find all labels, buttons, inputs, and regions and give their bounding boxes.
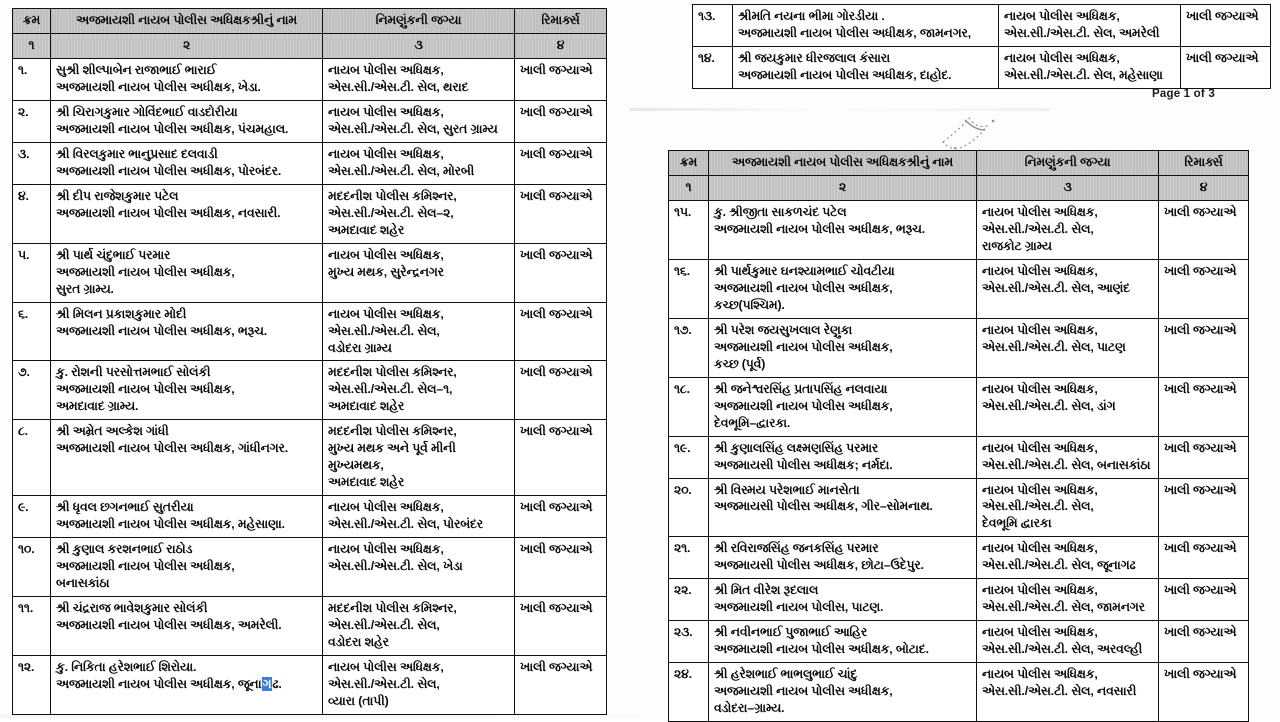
name_line-line: શ્રી હરેશભાઈ ભાભલુભાઈ ચાંદુ — [714, 667, 858, 682]
name_line-line: સુરત ગ્રામ્ય. — [56, 281, 114, 296]
name_line-line: શ્રી દીપ રાજેશકુમાર પટેલ — [56, 188, 179, 203]
page-footer: Page 1 of 3 — [1152, 88, 1215, 100]
cell-officer-name — [51, 302, 323, 361]
name_line-line: શ્રી જનેશ્વરસિંહ પ્રતાપસિંહ નલવાયા — [714, 381, 888, 396]
posting_line-line: મદદનીશ પોલીસ કમિશ્નર, — [328, 424, 457, 439]
name_line-line: શ્રી પાર્થકુમાર ઘનશ્યામભાઈ ચોવટીયા — [714, 263, 895, 278]
name_line-line: અજમાયશી નાયબ પોલીસ અધીક્ષક, પંચમહાલ. — [56, 121, 289, 136]
table-row — [669, 259, 1249, 318]
name_line-line: અજમાયસી પોલીસ અધીક્ષક, છોટા–ઉદેપુર. — [714, 558, 924, 573]
table-header-row — [669, 151, 1249, 176]
cell-posting-place — [977, 621, 1159, 663]
cell-posting-place — [323, 656, 515, 715]
posting_line-line: એસ.સી./એસ.ટી. સેલ, — [328, 676, 440, 691]
cell-remarks: ખાલી જગ્યાએ — [1159, 663, 1249, 722]
posting_line-line: વડોદરા ગ્રામ્ય — [328, 340, 392, 355]
cell-remarks: ખાલી જગ્યાએ — [515, 184, 607, 243]
cell-serial-number: ૪. — [13, 184, 51, 243]
posting_line-line: નાયબ પોલીસ અધિક્ષક, — [328, 500, 444, 515]
posting_line-line: એસ.સી./એસ.ટી. સેલ, ડાંગ — [982, 398, 1116, 413]
posting_line-line: નાયબ પોલીસ અધિક્ષક, — [328, 247, 444, 262]
cell-posting-place — [977, 579, 1159, 621]
name_line-line: અજમાયશી નાયબ પોલીસ અધીક્ષક, નવસારી. — [56, 205, 281, 220]
name_line-line: અજમાયશી નાયબ પોલીસ અધીક્ષક, — [714, 684, 893, 699]
name_line-line: શ્રી મિત વીરેશ રૂદલાલ — [714, 583, 819, 598]
column-number-sr: ૧ — [669, 175, 709, 200]
cell-officer-name — [51, 656, 323, 715]
table-column-number-row — [669, 175, 1249, 200]
cell-serial-number: ૯. — [13, 496, 51, 538]
cell-serial-number: ૧૦. — [13, 538, 51, 597]
name_line-line: અજમાયશી નાયબ પોલીસ અધીક્ષક, ભરૂચ. — [714, 221, 926, 236]
cell-serial-number: ૫. — [13, 243, 51, 302]
name_line-line: શ્રી વિસ્મય પરેશભાઈ માનસેતા — [714, 482, 860, 497]
cell-officer-name — [709, 377, 977, 436]
name_line-line: અજમાયશી નાયબ પોલીસ અધીક્ષક, જામનગર, — [738, 25, 972, 40]
posting_line-line: વ્યારા (તાપી) — [328, 693, 389, 708]
cell-serial-number: ૧૧. — [13, 597, 51, 656]
name_line-line: અજમાયશી નાયબ પોલીસ અધીક્ષક, — [714, 339, 893, 354]
cell-posting-place — [323, 184, 515, 243]
cell-remarks: ખાલી જગ્યાએ — [1181, 5, 1271, 47]
cell-serial-number: ૧. — [13, 58, 51, 100]
name_line-line: સુશ્રી શીલ્પાબેન રાજાભાઈ ભારાઈ — [56, 62, 217, 77]
posting_line-line: નાયબ પોલીસ અધિક્ષક, — [1004, 9, 1120, 23]
name_line-line: શ્રી પરેશ જયસુખલાલ રેણુકા — [714, 322, 853, 337]
posting_line-line: નાયબ પોલીસ અધિક્ષક, — [982, 625, 1098, 640]
posting_line-line: એસ.સી./એસ.ટી. સેલ, મોરબી — [328, 163, 475, 178]
name_line-line: અજમાયશી નાયબ પોલીસ અધીક્ષક, અમરેલી. — [56, 618, 282, 633]
cell-officer-name — [709, 436, 977, 478]
name_line-line: શ્રી વિરલકુમાર ભાનુપ્રસાદ દલવાડી — [56, 146, 218, 161]
posting_line-line: નાયબ પોલીસ અધિક્ષક, — [328, 542, 444, 557]
posting_line-line: નાયબ પોલીસ અધિક્ષક, — [982, 263, 1098, 278]
cell-officer-name — [709, 579, 977, 621]
table-row — [13, 302, 607, 361]
name_line-line: અજમાયશી નાયબ પોલીસ અધીક્ષક, દાહોદ. — [738, 67, 952, 82]
column-number-name: ૨ — [51, 33, 323, 58]
posting_line-line: નાયબ પોલીસ અધિક્ષક, — [328, 104, 444, 119]
cell-officer-name — [51, 100, 323, 142]
posting_line-line: એસ.સી./એસ.ટી. સેલ, થરાદ — [328, 79, 469, 94]
posting_line-line: વડોદરા શહેર — [328, 635, 389, 650]
posting-table-left — [12, 8, 607, 715]
cell-serial-number: ૨૨. — [669, 579, 709, 621]
table-row — [13, 100, 607, 142]
table-row — [693, 46, 1271, 88]
posting_line-line: નાયબ પોલીસ અધિક્ષક, — [982, 482, 1098, 497]
table-row — [669, 478, 1249, 537]
cell-posting-place — [323, 538, 515, 597]
posting_line-line: નાયબ પોલીસ અધિક્ષક, — [982, 322, 1098, 337]
cell-posting-place — [999, 5, 1181, 47]
cell-serial-number: ૧૩. — [693, 5, 733, 47]
cell-remarks: ખાલી જગ્યાએ — [515, 142, 607, 184]
cell-serial-number: ૧૨. — [13, 656, 51, 715]
cell-serial-number: ૬. — [13, 302, 51, 361]
cell-remarks: ખાલી જગ્યાએ — [1159, 200, 1249, 259]
cell-officer-name — [51, 361, 323, 420]
name_line-line: અમદાવાદ ગ્રામ્ય. — [56, 399, 139, 414]
cell-serial-number: ૨૦. — [669, 478, 709, 537]
name_line-line: શ્રી અમ્રેત અલ્કેશ ગાંધી — [56, 424, 169, 439]
column-number-name: ૨ — [709, 175, 977, 200]
cell-posting-place — [977, 259, 1159, 318]
cell-remarks: ખાલી જગ્યાએ — [515, 361, 607, 420]
column-header-name: અજમાયશી નાયબ પોલીસ અધિક્ષકશ્રીનું નામ — [51, 9, 323, 34]
cell-posting-place — [977, 478, 1159, 537]
posting_line-line: મુખ્ય મથક, સુરેન્દ્રનગર — [328, 264, 444, 279]
cell-serial-number: ૨૪. — [669, 663, 709, 722]
column-header-posting: નિમણુંકની જગ્યા — [323, 9, 515, 34]
cell-posting-place — [977, 377, 1159, 436]
name_line-line: અજમાયશી નાયબ પોલીસ અધીક્ષક, પોરબંદર. — [56, 163, 282, 178]
posting_line-line: એસ.સી./એસ.ટી. સેલ, આણંદ — [982, 280, 1130, 295]
cell-serial-number: ૭. — [13, 361, 51, 420]
name_line-line: શ્રી ધૃવલ છગનભાઈ સુતરીયા — [56, 500, 194, 515]
cell-posting-place — [323, 243, 515, 302]
table-row — [669, 377, 1249, 436]
posting_line-line: એસ.સી./એસ.ટી. સેલ, અરવલ્હી — [982, 642, 1143, 657]
posting_line-line: નાયબ પોલીસ અધિક્ષક, — [328, 306, 444, 321]
posting_line-line: એસ.સી./એસ.ટી. સેલ, જામનગર — [982, 600, 1145, 615]
posting_line-line: નાયબ પોલીસ અધિક્ષક, — [328, 146, 444, 161]
name_line-line: શ્રી ચંદ્રરાજ ભાવેશકુમાર સોલંકી — [56, 601, 208, 616]
posting_line-line: નાયબ પોલીસ અધિક્ષક, — [982, 667, 1098, 682]
posting_line-line: એસ.સી./એસ.ટી. સેલ, મહેસાણા — [1004, 67, 1163, 82]
cell-serial-number: ૧૮. — [669, 377, 709, 436]
table-column-number-row — [13, 33, 607, 58]
posting_line-line: અમદાવાદ શહેર — [328, 475, 405, 490]
name_line-line: અજમાયશી નાયબ પોલીસ અધીક્ષક, — [714, 398, 893, 413]
posting_line-line: એસ.સી./એસ.ટી. સેલ, બનાસકાંઠા — [982, 457, 1151, 472]
table-row — [13, 597, 607, 656]
table-row — [13, 184, 607, 243]
posting-table-right-bottom — [668, 150, 1249, 722]
column-header-sr: ક્રમ — [13, 9, 51, 34]
posting-table-right-top — [692, 4, 1271, 89]
cell-officer-name — [51, 243, 323, 302]
cell-remarks: ખાલી જગ્યાએ — [1159, 621, 1249, 663]
table-body-left — [13, 58, 607, 714]
posting_line-line: એસ.સી./એસ.ટી. સેલ, જૂનાગઢ — [982, 558, 1136, 573]
cell-posting-place — [977, 537, 1159, 579]
name_line-line: અજમાયશી નાયબ પોલીસ અધીક્ષક, — [56, 559, 235, 574]
name_line-line: બનાસકાંઠા — [56, 576, 110, 591]
cell-serial-number: ૮. — [13, 420, 51, 496]
posting_line-line: એસ.સી./એસ.ટી. સેલ, નવસારી — [982, 684, 1137, 699]
cell-officer-name — [709, 663, 977, 722]
cell-officer-name — [51, 184, 323, 243]
name_line-line: શ્રી જયકુમાર ધીરજલાલ કંસારા — [738, 50, 891, 65]
cell-posting-place — [323, 361, 515, 420]
cell-officer-name — [709, 318, 977, 377]
name_line-line: દેવભૂમિ–દ્વારકા. — [714, 415, 791, 430]
table-row — [669, 200, 1249, 259]
name_line-line: શ્રી કુણાલ કરશનભાઈ રાઠોડ — [56, 542, 193, 557]
name_line-line: અજમાયશી નાયબ પોલીસ અધીક્ષક, — [56, 382, 235, 397]
name_line-line: અજમાયશી નાયબ પોલીસ અધીક્ષક, — [56, 264, 235, 279]
posting_line-line: નાયબ પોલીસ અધિક્ષક, — [982, 541, 1098, 556]
column-header-name: અજમાયશી નાયબ પોલીસ અધિક્ષકશ્રીનું નામ — [709, 151, 977, 176]
table-row — [669, 621, 1249, 663]
cell-officer-name — [733, 46, 999, 88]
column-number-posting: ૩ — [323, 33, 515, 58]
posting_line-line: એસ.સી./એસ.ટી. સેલ, — [328, 323, 440, 338]
cell-remarks: ખાલી જગ્યાએ — [1159, 579, 1249, 621]
cell-posting-place — [977, 318, 1159, 377]
column-header-remarks: રિમાર્ક્સ — [1159, 151, 1249, 176]
posting_line-line: દેવભૂમિ દ્વારકા — [982, 516, 1052, 531]
table-header-row — [13, 9, 607, 34]
cell-posting-place — [323, 597, 515, 656]
column-number-posting: ૩ — [977, 175, 1159, 200]
cell-remarks: ખાલી જગ્યાએ — [515, 100, 607, 142]
cell-officer-name — [733, 5, 999, 47]
posting_line-line: અમદાવાદ શહેર — [328, 399, 405, 414]
name_line-line: શ્રી કુણાલસિંહ લક્ષ્મણસિંહ પરમાર — [714, 440, 879, 455]
posting_line-line: નાયબ પોલીસ અધિક્ષક, — [982, 583, 1098, 598]
name_line-line: શ્રી રવિરાજસિંહ જનકસિંહ પરમાર — [714, 541, 879, 556]
posting_line-line: રાજકોટ ગ્રામ્ય — [982, 238, 1052, 253]
name_line-line: વડોદરા–ગ્રામ્ય. — [714, 701, 785, 716]
column-number-sr: ૧ — [13, 33, 51, 58]
cell-officer-name — [709, 537, 977, 579]
table-row — [693, 5, 1271, 47]
cell-remarks: ખાલી જગ્યાએ — [1159, 259, 1249, 318]
name_line-line: કુ. શ્રીજીતા સાકળચંદ પટેલ — [714, 204, 847, 219]
name_line-line: કચ્છ(પશ્ચિમ). — [714, 297, 785, 312]
cell-officer-name — [51, 496, 323, 538]
cell-remarks: ખાલી જગ્યાએ — [1159, 318, 1249, 377]
cell-posting-place — [977, 200, 1159, 259]
cell-serial-number: ૧૬. — [669, 259, 709, 318]
cell-officer-name — [709, 259, 977, 318]
column-header-remarks: રિમાર્ક્સ — [515, 9, 607, 34]
cell-remarks: ખાલી જગ્યાએ — [515, 656, 607, 715]
cell-remarks: ખાલી જગ્યાએ — [515, 538, 607, 597]
name_line-line: શ્રી મિલન પ્રકાશકુમાર મોદી — [56, 306, 187, 321]
posting_line-line: એસ.સી./એસ.ટી. સેલ–૧, — [328, 382, 453, 397]
cell-posting-place — [323, 420, 515, 496]
cell-serial-number: ૩. — [13, 142, 51, 184]
cell-posting-place — [323, 142, 515, 184]
cell-serial-number: ૧૪. — [693, 46, 733, 88]
posting_line-line: નાયબ પોલીસ અધિક્ષક, — [982, 204, 1098, 219]
posting_line-line: નાયબ પોલીસ અધિક્ષક, — [982, 440, 1098, 455]
cell-posting-place — [999, 46, 1181, 88]
table-row — [13, 496, 607, 538]
table-row — [13, 656, 607, 715]
name_line-line: શ્રી નવીનભાઈ પુજાભાઈ આહિર — [714, 625, 868, 640]
name_line-line: અજમાયશી નાયબ પોલીસ અધીક્ષક, બોટાદ. — [714, 642, 929, 657]
cell-remarks: ખાલી જગ્યાએ — [1181, 46, 1271, 88]
cell-remarks: ખાલી જગ્યાએ — [1159, 436, 1249, 478]
name_line-line: અજમાયશી નાયબ પોલીસ અધીક્ષક, — [714, 280, 893, 295]
cell-officer-name — [51, 597, 323, 656]
cell-serial-number: ૨૩. — [669, 621, 709, 663]
column-header-posting: નિમણુંકની જગ્યા — [977, 151, 1159, 176]
posting_line-line: નાયબ પોલીસ અધિક્ષક, — [328, 660, 444, 674]
table-row — [669, 436, 1249, 478]
cell-remarks: ખાલી જગ્યાએ — [1159, 478, 1249, 537]
posting_line-line: એસ.સી./એસ.ટી. સેલ, — [982, 221, 1094, 236]
name_line-line: શ્રી ચિરાગકુમાર ગોવિંદભાઈ વાડદોરીયા — [56, 104, 238, 119]
posting_line-line: મદદનીશ પોલીસ કમિશ્નર, — [328, 188, 457, 203]
name_line-line: અજમાયશી નાયબ પોલીસ અધીક્ષક, ભરૂચ. — [56, 323, 268, 338]
cell-officer-name — [709, 478, 977, 537]
table-row — [669, 579, 1249, 621]
posting_line-line: મદદનીશ પોલીસ કમિશ્નર, — [328, 365, 457, 380]
table-row — [669, 663, 1249, 722]
cell-officer-name — [51, 58, 323, 100]
cell-posting-place — [323, 496, 515, 538]
name_line-line: અજમાયસી પોલીસ અધીક્ષક, ગીર–સોમનાથ. — [714, 499, 933, 514]
column-number-remarks: ૪ — [1159, 175, 1249, 200]
cell-serial-number: ૨. — [13, 100, 51, 142]
table-row — [13, 58, 607, 100]
table-row — [13, 538, 607, 597]
cell-officer-name — [709, 200, 977, 259]
name_line-line: શ્રીમતિ નયના ભીમા ગોરડીયા . — [738, 9, 885, 23]
table-row — [13, 142, 607, 184]
posting_line-line: એસ.સી./એસ.ટી. સેલ, ખેડા — [328, 559, 463, 574]
cell-posting-place — [323, 58, 515, 100]
name_line-line: અજમાયશી નાયબ પોલીસ, પાટણ. — [714, 600, 884, 615]
cell-posting-place — [977, 663, 1159, 722]
cell-remarks: ખાલી જગ્યાએ — [1159, 537, 1249, 579]
posting_line-line: એસ.સી./એસ.ટી. સેલ, — [982, 499, 1094, 514]
table-row — [13, 361, 607, 420]
posting_line-line: એસ.સી./એસ.ટી. સેલ, — [328, 618, 440, 633]
name-line: અજમાયશી નાયબ પોલીસ અધીક્ષક, જૂનાગઢ. — [56, 676, 282, 691]
cell-officer-name — [51, 538, 323, 597]
name_line-line: અજમાયશી નાયબ પોલીસ અધીક્ષક, ગાંધીનગર. — [56, 441, 289, 456]
cell-serial-number: ૧૯. — [669, 436, 709, 478]
table-row — [669, 537, 1249, 579]
cell-serial-number: ૧૭. — [669, 318, 709, 377]
cell-officer-name — [51, 420, 323, 496]
cell-posting-place — [323, 100, 515, 142]
cell-remarks: ખાલી જગ્યાએ — [515, 496, 607, 538]
cell-remarks: ખાલી જગ્યાએ — [515, 597, 607, 656]
cell-serial-number: ૨૧. — [669, 537, 709, 579]
posting_line-line: નાયબ પોલીસ અધિક્ષક, — [982, 381, 1098, 396]
posting_line-line: નાયબ પોલીસ અધિક્ષક, — [1004, 50, 1120, 65]
cell-remarks: ખાલી જગ્યાએ — [515, 420, 607, 496]
posting_line-line: એસ.સી./એસ.ટી. સેલ, સુરત ગ્રામ્ય — [328, 121, 498, 136]
column-header-sr: ક્રમ — [669, 151, 709, 176]
table-row — [13, 243, 607, 302]
posting_line-line: મુખ્ય મથક અને પૂર્વ મીની મુખ્યમથક, — [328, 441, 456, 473]
cell-remarks: ખાલી જગ્યાએ — [515, 243, 607, 302]
posting_line-line: એસ.સી./એસ.ટી. સેલ, અમરેલી — [1004, 25, 1160, 40]
cell-posting-place — [977, 436, 1159, 478]
posting_line-line: એસ.સી./એસ.ટી. સેલ, પોરબંદર — [328, 517, 484, 532]
posting_line-line: નાયબ પોલીસ અધિક્ષક, — [328, 62, 444, 77]
name_line-line: અજમાયશી નાયબ પોલીસ અધીક્ષક, ખેડા. — [56, 79, 261, 94]
name_line-line: શ્રી પાર્થ ચંદુભાઈ પરમાર — [56, 247, 171, 262]
name_line-line: કચ્છ (પૂર્વ) — [714, 356, 766, 371]
text-selection-highlight[interactable]: ગ — [262, 676, 272, 691]
name_line-line: કુ. રોશની પરસોત્તમભાઈ સોલંકી — [56, 365, 211, 380]
posting_line-line: એસ.સી./એસ.ટી. સેલ–૨, — [328, 205, 454, 220]
column-number-remarks: ૪ — [515, 33, 607, 58]
cell-officer-name — [51, 142, 323, 184]
table-row — [669, 318, 1249, 377]
cell-officer-name — [709, 621, 977, 663]
cell-remarks: ખાલી જગ્યાએ — [515, 302, 607, 361]
name_line-line: અજમાયશી નાયબ પોલીસ અધીક્ષક, મહેસાણા. — [56, 517, 285, 532]
table-body-right-top — [693, 5, 1271, 89]
cell-remarks: ખાલી જગ્યાએ — [515, 58, 607, 100]
posting_line-line: મદદનીશ પોલીસ કમિશ્નર, — [328, 601, 457, 616]
name_line-line: અજમાયસી પોલીસ અધીક્ષક; નર્મદા. — [714, 457, 893, 472]
cell-serial-number: ૧૫. — [669, 200, 709, 259]
posting_line-line: અમદાવાદ શહેર — [328, 222, 405, 237]
cell-remarks: ખાલી જગ્યાએ — [1159, 377, 1249, 436]
table-body-right-bottom — [669, 200, 1249, 721]
table-row — [13, 420, 607, 496]
posting_line-line: એસ.સી./એસ.ટી. સેલ, પાટણ — [982, 339, 1126, 354]
cell-posting-place — [323, 302, 515, 361]
name-line: કુ. નિકિતા હરેશભાઈ શિરોયા. — [56, 660, 197, 674]
